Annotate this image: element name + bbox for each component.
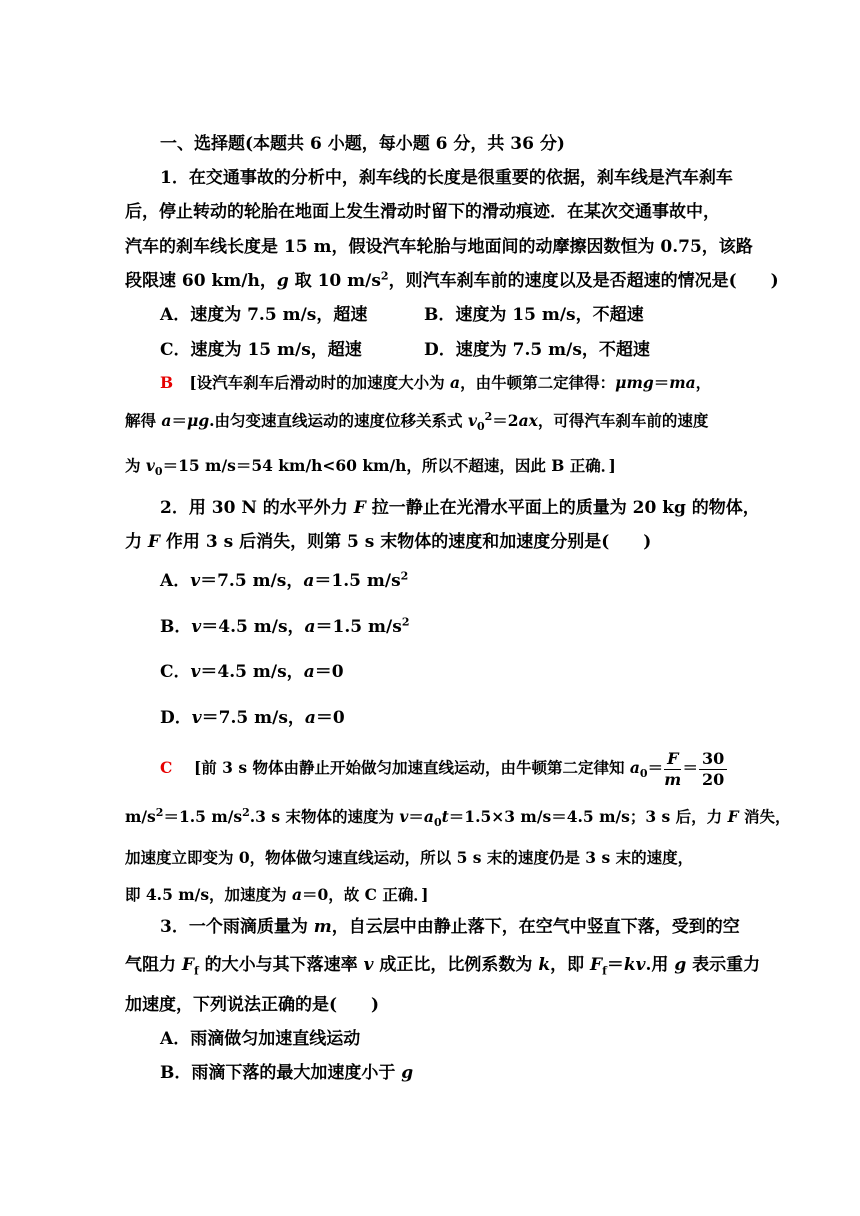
q3-option-symbol: g xyxy=(401,1063,414,1083)
q1-option-d: D．速度为 7.5 m/s，不超速 xyxy=(424,340,650,360)
q1-answer-text: ＝ xyxy=(171,411,187,430)
q2-answer-text: ＝0，故 C 正确．] xyxy=(302,885,429,904)
q2-line-1 xyxy=(160,497,760,519)
q3-text: ，即 xyxy=(550,955,591,975)
q3-text: 表示重力 xyxy=(686,955,761,975)
q2-answer-text: ＝ xyxy=(647,758,664,777)
q2-text: 作用 3 s 后消失，则第 5 s 末物体的速度和加速度分别是( ) xyxy=(160,532,652,552)
q2-option-symbol: v xyxy=(191,708,202,728)
q2-option-symbol: v xyxy=(190,571,201,591)
q1-answer-symbol: μg xyxy=(186,411,210,430)
q3-line-2 xyxy=(125,954,760,976)
q1-answer-line-3 xyxy=(125,455,616,477)
q2-answer-symbol: a xyxy=(423,807,434,826)
q1-answer-text: ，可得汽车刹车前的速度 xyxy=(537,411,709,430)
q1-answer-text: .由匀变速直线运动的速度位移关系式 xyxy=(209,411,468,430)
q2-answer-text: .3 s 末物体的速度为 xyxy=(249,807,400,826)
q2-option-a xyxy=(160,570,408,592)
q1-answer-text: ＝2 xyxy=(492,411,519,430)
fraction-denominator: 20 xyxy=(701,769,725,789)
q1-answer-symbol: a xyxy=(161,411,172,430)
fraction-f-over-m xyxy=(664,749,681,790)
q1-answer-symbol: μmg xyxy=(615,373,654,392)
q2-option-symbol: a xyxy=(303,662,315,682)
q1-answer-text: 为 xyxy=(125,456,146,475)
q3-symbol: kv xyxy=(623,955,646,975)
q1-symbol: g xyxy=(276,271,289,291)
q1-line-4 xyxy=(125,270,779,292)
q1-answer-symbol: ma xyxy=(669,373,696,392)
q3-line-1 xyxy=(160,916,740,938)
q2-option-symbol: a xyxy=(304,708,316,728)
q2-answer-text: [前 3 s 物体由静止开始做匀加速直线运动，由牛顿第二定律知 xyxy=(193,758,630,777)
q1-answer-symbol: a xyxy=(450,373,461,392)
q1-answer-text: ，由牛顿第二定律得： xyxy=(460,373,616,392)
q3-symbol: g xyxy=(674,955,687,975)
fraction-30-over-20 xyxy=(699,749,727,790)
q2-answer-text: ＝1.5 m/s xyxy=(163,807,243,826)
q1-superscript: 2 xyxy=(380,269,389,283)
q2-answer-superscript: 2 xyxy=(242,805,250,819)
q3-text: ，自云层中由静止落下，在空气中竖直下落，受到的空 xyxy=(331,917,740,937)
q1-answer-symbol: v xyxy=(467,411,477,430)
q1-text: ，则汽车刹车前的速度以及是否超速的情况是( ) xyxy=(388,271,779,291)
q2-option-d xyxy=(160,707,345,729)
q2-text: 拉一静止在光滑水平面上的质量为 20 kg 的物体， xyxy=(365,498,760,518)
q2-option-text: ＝4.5 m/s， xyxy=(201,617,305,637)
q3-text: 的大小与其下落速率 xyxy=(198,955,364,975)
q1-text: 取 10 m/s xyxy=(288,271,381,291)
q1-answer-symbol: ax xyxy=(518,411,538,430)
q2-option-text: ＝4.5 m/s， xyxy=(200,662,304,682)
q2-line-2 xyxy=(125,531,651,553)
q2-option-text: D． xyxy=(160,708,192,728)
q1-line-1: 1．在交通事故的分析中，刹车线的长度是很重要的依据，刹车线是汽车刹车 xyxy=(160,168,733,188)
fraction-numerator: 30 xyxy=(699,749,727,770)
q1-answer-symbol: v xyxy=(145,456,155,475)
q3-option-b xyxy=(160,1062,413,1084)
q2-answer-subscript: 0 xyxy=(639,767,648,781)
q1-answer-text: ， xyxy=(695,373,712,392)
q3-option-a: A．雨滴做匀加速直线运动 xyxy=(160,1029,361,1049)
q2-answer-line-2 xyxy=(125,806,790,828)
q2-option-symbol: a xyxy=(303,571,315,591)
q3-symbol: m xyxy=(313,917,332,937)
q2-option-text: C． xyxy=(160,662,191,682)
q1-option-b: B．速度为 15 m/s，不超速 xyxy=(424,305,644,325)
q2-answer-text: m/s xyxy=(125,807,156,826)
q3-text: 成正比，比例系数为 xyxy=(373,955,539,975)
q2-option-superscript: 2 xyxy=(401,615,410,629)
q2-answer-subscript: 0 xyxy=(433,816,442,830)
q1-answer-text: [设汽车刹车后滑动时的加速度大小为 xyxy=(189,373,451,392)
q2-answer-text: ＝ xyxy=(682,758,698,777)
q2-text: 2．用 30 N 的水平外力 xyxy=(160,498,354,518)
q1-line-2: 后，停止转动的轮胎在地面上发生滑动时留下的滑动痕迹．在某次交通事故中， xyxy=(125,202,720,222)
q2-answer-symbol: a xyxy=(629,758,640,777)
q1-option-a: A．速度为 7.5 m/s，超速 xyxy=(160,305,368,325)
q2-option-c xyxy=(160,661,344,683)
q1-line-3: 汽车的刹车线长度是 15 m，假设汽车轮胎与地面间的动摩擦因数恒为 0.75，该路 xyxy=(125,237,753,257)
q1-answer-text: 解得 xyxy=(125,411,162,430)
q3-symbol: F xyxy=(590,955,603,975)
q3-subscript: f xyxy=(602,964,607,978)
q2-option-text: ＝1.5 m/s xyxy=(314,571,401,591)
q2-option-text: ＝7.5 m/s， xyxy=(200,571,304,591)
q1-answer-line-2 xyxy=(125,410,708,432)
q2-option-text: A． xyxy=(160,571,191,591)
q2-option-superscript: 2 xyxy=(400,569,409,583)
q2-option-text: ＝7.5 m/s， xyxy=(201,708,305,728)
q2-option-b xyxy=(160,616,409,638)
q2-answer-superscript: 2 xyxy=(155,805,164,819)
q2-option-text: ＝1.5 m/s xyxy=(315,617,402,637)
q2-symbol: F xyxy=(353,498,366,518)
q2-answer-line-3: 加速度立即变为 0，物体做匀速直线运动，所以 5 s 末的速度仍是 3 s 末的速度， xyxy=(125,848,694,867)
q3-text: 气阻力 xyxy=(125,955,182,975)
q2-answer-text: 即 4.5 m/s，加速度为 xyxy=(125,885,292,904)
q3-symbol: F xyxy=(181,955,194,975)
q2-option-text: B． xyxy=(160,617,192,637)
q2-symbol: F xyxy=(147,532,160,552)
q3-line-3: 加速度，下列说法正确的是( ) xyxy=(125,995,380,1015)
section-header: 一、选择题(本题共 6 小题，每小题 6 分，共 36 分) xyxy=(160,134,565,154)
q2-answer-letter: C xyxy=(160,758,173,777)
fraction-numerator: F xyxy=(664,749,681,770)
fraction-denominator: m xyxy=(664,769,682,789)
q2-text: 力 xyxy=(125,532,148,552)
q3-text: 3．一个雨滴质量为 xyxy=(160,917,314,937)
q1-answer-line-1 xyxy=(160,372,711,394)
q1-answer-subscript: 0 xyxy=(154,465,163,479)
q2-answer-line-1 xyxy=(160,747,728,790)
q1-option-c: C．速度为 15 m/s，超速 xyxy=(160,340,362,360)
q2-option-text: ＝0 xyxy=(315,708,345,728)
q3-subscript: f xyxy=(194,964,199,978)
q2-answer-symbol: t xyxy=(441,807,449,826)
q2-answer-text: 消失， xyxy=(738,807,791,826)
q1-answer-text: ＝15 m/s＝54 km/h<60 km/h，所以不超速，因此 B 正确．] xyxy=(162,456,616,475)
q2-option-symbol: v xyxy=(191,617,202,637)
q1-answer-subscript: 0 xyxy=(476,420,485,434)
q1-answer-superscript: 2 xyxy=(484,409,493,423)
q3-text: ＝ xyxy=(606,955,624,975)
q2-option-text: ＝0 xyxy=(314,662,344,682)
q3-symbol: v xyxy=(363,955,374,975)
q1-answer-letter: B xyxy=(160,373,174,392)
q1-text: 段限速 60 km/h， xyxy=(125,271,277,291)
q2-answer-text: ＝1.5×3 m/s＝4.5 m/s；3 s 后，力 xyxy=(448,807,728,826)
q3-text: .用 xyxy=(645,955,675,975)
q2-answer-text: ＝ xyxy=(408,807,424,826)
q1-answer-text: ＝ xyxy=(653,373,670,392)
q2-answer-symbol: v xyxy=(399,807,409,826)
q2-answer-symbol: F xyxy=(727,807,739,826)
q2-answer-line-4 xyxy=(125,884,429,906)
q3-option-text: B．雨滴下落的最大加速度小于 xyxy=(160,1063,402,1083)
q3-symbol: k xyxy=(538,955,551,975)
q2-option-symbol: v xyxy=(190,662,201,682)
q2-option-symbol: a xyxy=(304,617,316,637)
q2-answer-symbol: a xyxy=(291,885,302,904)
